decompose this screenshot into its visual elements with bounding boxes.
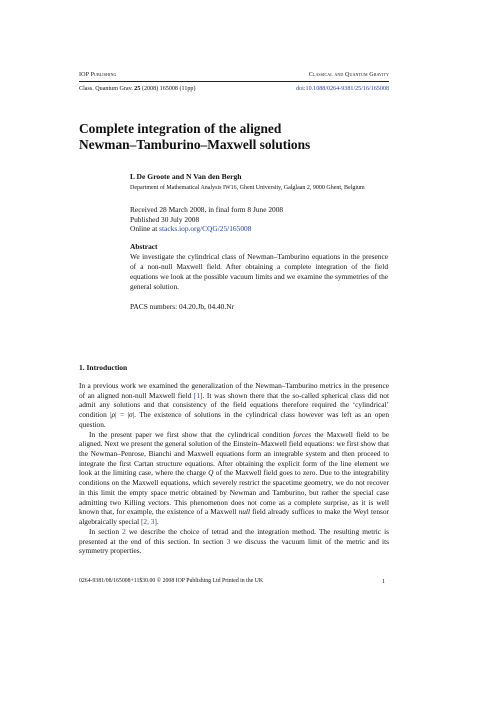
doi-link[interactable]: doi:10.1088/0264-9381/25/16/165008 (296, 86, 389, 92)
online-line (130, 224, 283, 234)
math-sigma: σ (129, 410, 133, 420)
citation-volume: 25 (134, 86, 141, 92)
abstract-heading: Abstract (130, 242, 158, 251)
title-line-2: Newman–Tamburino–Maxwell solutions (79, 136, 311, 152)
online-link[interactable]: stacks.iop.org/CQG/25/165008 (159, 224, 252, 234)
publication-dates (130, 205, 283, 234)
citation-line (79, 85, 196, 93)
text-run: In a previous work we examined the generalization of the Newman–Tamburino metrics in the presence of an aligned non-null Maxwell field (79, 381, 389, 400)
authors: L De Groote and N Van den Bergh (130, 172, 242, 181)
online-prefix: Online at (130, 224, 160, 234)
emphasis-forces: forces (293, 429, 312, 439)
citation-link[interactable]: [2, 3] (140, 517, 157, 527)
text-run: |. The existence of solutions in the cylindrical class however was left as an open question. (79, 410, 389, 429)
title-line-1: Complete integration of the aligned (79, 121, 282, 136)
citation-suffix: (2008) 165008 (11pp) (140, 86, 196, 92)
text-run: the Maxwell field to be aligned. Next we present the general solution of the Einstein–Maxwell field equations: we first show that the Newman–Penrose, Bianchi and Maxwell equations form an integrable system and then proceed to integrate the first Cartan structure equations. After obtaining the explicit form of the line element we look at the limiting case, where the charge (79, 429, 390, 478)
introduction-body (79, 381, 389, 556)
paragraph-3 (79, 527, 389, 556)
emphasis-null: null (238, 507, 250, 517)
text-run: we describe the choice of tetrad and the integration method. The resulting metric is presented at the end of this section. In section (79, 526, 389, 546)
published-date: Published 30 July 2008 (130, 214, 200, 224)
text-run: . (156, 517, 159, 527)
text-run: . It was shown there that the so-called spherical class did not admit any solutions and that consistency of the field equations therefore required the ‘cylindrical’ condition | (79, 390, 389, 420)
journal-name: Classical and Quantum Gravity (308, 72, 389, 78)
paragraph-1 (79, 381, 389, 430)
math-q: Q (208, 468, 214, 478)
page-number: 1 (382, 578, 386, 585)
citation-link[interactable]: [1] (193, 390, 203, 400)
publisher-label: IOP Publishing (79, 72, 117, 78)
text-run: | = | (115, 410, 130, 420)
article-title (79, 121, 399, 152)
citation-prefix: Class. Quantum Grav. (79, 86, 135, 92)
affiliation: Department of Mathematical Analysis IW16, Ghent University, Galglaan 2, 9000 Ghent, Belgium (130, 185, 365, 191)
pacs-numbers: PACS numbers: 04.20.Jb, 04.40.Nr (130, 302, 235, 311)
text-run: of the Maxwell field goes to zero. Due to the integrability conditions on the Maxwell equations, which severely restrict the spacetime geometry, we do not recover in this limit the empty space metric obtained by Newman and Tamburino, but rather the special case admitting two Killing vectors. This phenomenon does not come as a complete surprise, as it is well known that, for example, the existence of a Maxwell (79, 468, 390, 517)
section-heading-introduction: 1. Introduction (79, 363, 128, 372)
text-run: field already suffices to make the Weyl tensor algebraically special (79, 507, 389, 527)
section-link[interactable]: 2 (122, 526, 126, 536)
abstract-text: We investigate the cylindrical class of Newman–Tamburino equations in the presence of a non-null Maxwell field. After obtaining a complete integration of the field equations we look at the possible vacuum limits and we examine the symmetries of the general solution. (130, 252, 388, 291)
math-rho: ρ (111, 410, 116, 420)
section-link[interactable]: 3 (226, 536, 231, 546)
text-run: In the present paper we first show that the cylindrical condition (89, 429, 294, 439)
header-rule (79, 81, 389, 82)
footer-copyright: 0264-9381/08/165008+11$30.00 © 2008 IOP Publishing Ltd Printed in the UK (79, 578, 264, 584)
text-run: In section (89, 526, 123, 536)
text-run: we discuss the vacuum limit of the metric and its symmetry properties. (79, 536, 389, 556)
received-date: Received 28 March 2008, in final form 8 June 2008 (130, 205, 284, 214)
paragraph-2 (79, 430, 389, 527)
